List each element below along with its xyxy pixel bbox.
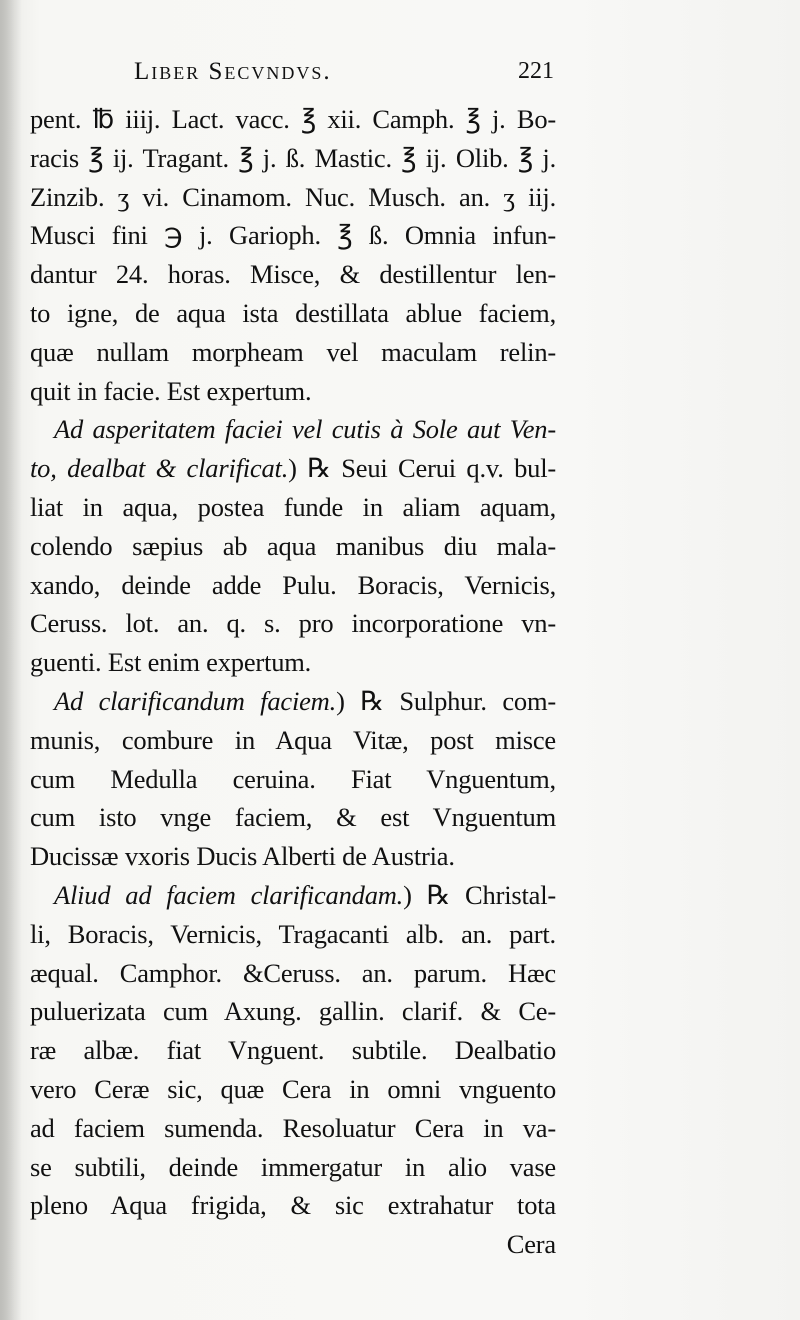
text-line [30, 721, 556, 760]
text-line [30, 992, 556, 1031]
line-text: racis ℥ ij. Tragant. ℥ j. ß. Mastic. ℥ ij. Olib. ℥ j. [30, 142, 556, 173]
text-line [30, 954, 556, 993]
body-text [30, 100, 556, 1264]
line-text: se subtili, deinde immergatur in alio vase [30, 1151, 556, 1182]
line-text: colendo sæpius ab aqua manibus diu mala- [30, 530, 556, 561]
text-line [30, 488, 556, 527]
text-line [30, 1109, 556, 1148]
rubric-heading: Aliud ad faciem clarificandam. [54, 879, 404, 910]
page-number: 221 [518, 58, 554, 84]
text-line [30, 798, 556, 837]
running-head-title: Liber Secvndvs. [134, 58, 332, 85]
line-text: pleno Aqua frigida, & sic extrahatur tota [30, 1190, 556, 1221]
gutter-shadow [0, 0, 22, 1320]
text-line [30, 760, 556, 799]
line-text: ) ℞ Sulphur. com- [336, 685, 556, 716]
text-line [30, 139, 556, 178]
line-text: pent. ℔ iiij. Lact. vacc. ℥ xii. Camph. ℥ j. Bo- [30, 104, 556, 134]
text-line [30, 100, 556, 139]
text-line [30, 837, 556, 876]
text-line [30, 876, 556, 915]
line-text: munis, combure in Aqua Vitæ, post misce [30, 724, 556, 755]
text-line [30, 1148, 556, 1187]
text-line [30, 255, 556, 294]
line-text: li, Boracis, Vernicis, Tragacanti alb. an. part. [30, 918, 556, 949]
text-line [30, 333, 556, 372]
line-text: Zinzib. ʒ vi. Cinamom. Nuc. Musch. an. ʒ iij. [30, 181, 556, 212]
text-line [30, 566, 556, 605]
text-line [30, 1186, 556, 1225]
running-head [134, 56, 554, 90]
line-text: cum Medulla ceruina. Fiat Vnguentum, [30, 763, 556, 794]
text-line [30, 216, 556, 255]
line-text: quit in facie. Est expertum. [30, 375, 312, 406]
line-text: guenti. Est enim expertum. [30, 647, 312, 678]
line-text: liat in aqua, postea funde in aliam aquam, [30, 491, 556, 522]
text-line [30, 1031, 556, 1070]
text-line [30, 915, 556, 954]
line-text: ) ℞ Christal- [403, 879, 556, 910]
line-text: æqual. Camphor. &Ceruss. an. parum. Hæc [30, 957, 556, 988]
text-line [30, 682, 556, 721]
text-line [30, 178, 556, 217]
line-text: dantur 24. horas. Misce, & destillentur len- [30, 259, 556, 290]
text-line [30, 1225, 556, 1264]
line-text: ræ albæ. fiat Vnguent. subtile. Dealbatio [30, 1035, 556, 1066]
line-text: ad faciem sumenda. Resoluatur Cera in va- [30, 1112, 556, 1143]
text-line [30, 643, 556, 682]
line-text: cum isto vnge faciem, & est Vnguentum [30, 802, 556, 833]
rubric-heading: to, dealbat & clarificat. [30, 453, 289, 484]
text-line [30, 449, 556, 488]
text-line [30, 410, 556, 449]
text-line [30, 1070, 556, 1109]
line-text: puluerizata cum Axung. gallin. clarif. & Ce- [30, 996, 556, 1027]
line-text: xando, deinde adde Pulu. Boracis, Vernicis, [30, 569, 556, 600]
line-text: vero Ceræ sic, quæ Cera in omni vnguento [30, 1073, 556, 1104]
line-text: Musci fini ℈ j. Garioph. ℥ ß. Omnia infun- [30, 220, 556, 251]
rubric-heading: Ad asperitatem faciei vel cutis à Sole aut Ven- [54, 414, 556, 445]
rubric-heading: Ad clarificandum faciem. [54, 685, 337, 716]
text-line [30, 372, 556, 411]
line-text: Ducissæ vxoris Ducis Alberti de Austria. [30, 841, 455, 872]
line-text: Cera [506, 1229, 556, 1260]
line-text: Ceruss. lot. an. q. s. pro incorporatione vn- [30, 608, 556, 639]
line-text: to igne, de aqua ista destillata ablue faciem, [30, 297, 556, 328]
line-text: ) ℞ Seui Cerui q.v. bul- [288, 453, 556, 484]
text-line [30, 604, 556, 643]
text-line [30, 294, 556, 333]
line-text: quæ nullam morpheam vel maculam relin- [30, 336, 556, 367]
text-line [30, 527, 556, 566]
